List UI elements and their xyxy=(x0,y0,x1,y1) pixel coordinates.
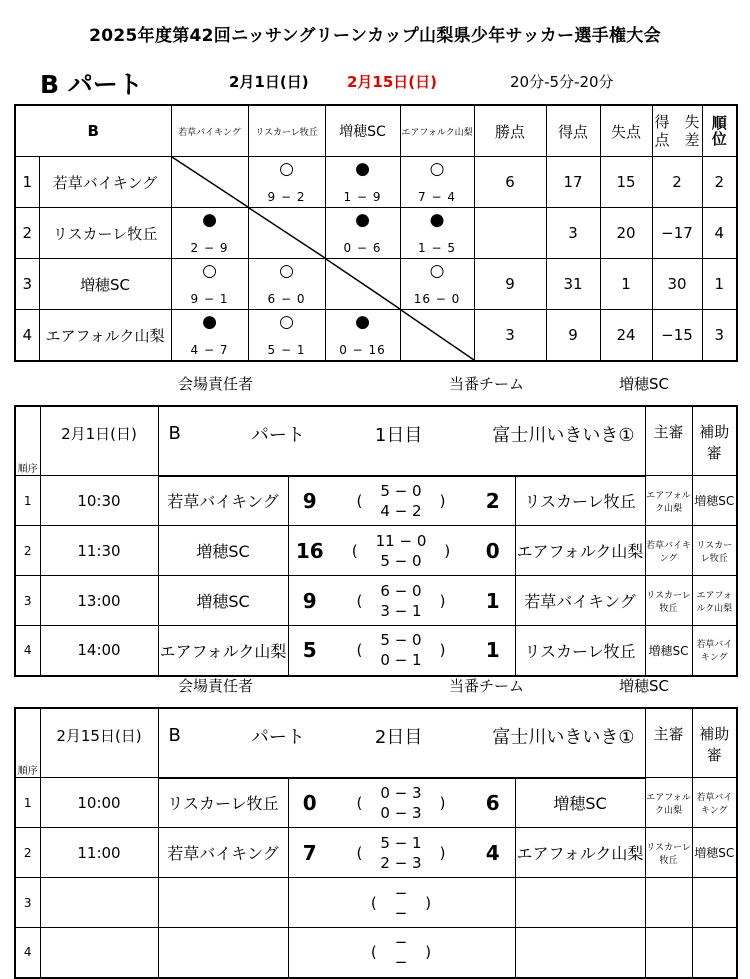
result-cell xyxy=(325,157,400,208)
home-team: 増穂SC xyxy=(158,526,288,576)
halves xyxy=(380,481,421,521)
match-row xyxy=(15,576,737,626)
second-half-score: 5 − 0 xyxy=(380,551,422,570)
stat-rank: 3 xyxy=(702,310,737,362)
col-team-2: リスカーレ牧丘 xyxy=(248,105,325,157)
day1-assistant-header: 補助審 xyxy=(692,406,737,476)
home-team: リスカーレ牧丘 xyxy=(158,778,288,828)
result-score: 4 − 7 xyxy=(190,343,229,357)
day2-part-word: パート xyxy=(250,726,305,748)
referee: エアフォルク山梨 xyxy=(645,778,692,828)
away-team: エアフォルク山梨 xyxy=(515,526,645,576)
standings-table xyxy=(14,104,742,362)
result-score: 2 − 9 xyxy=(190,241,229,255)
half-scores xyxy=(331,526,471,576)
half-scores xyxy=(331,576,471,626)
stat-gd: 30 xyxy=(652,259,702,310)
stat-pts xyxy=(474,208,546,259)
halves xyxy=(380,630,421,670)
stat-gf: 3 xyxy=(546,208,600,259)
day2-date: 2月15日(日) xyxy=(40,708,158,778)
duty-team-label-1: 当番チーム xyxy=(449,375,525,393)
close-paren: ) xyxy=(439,491,446,510)
home-score: 7 xyxy=(288,828,331,878)
result-cell xyxy=(248,310,325,362)
home-score: 9 xyxy=(288,476,331,526)
diagonal-line xyxy=(401,310,474,360)
stat-gf: 9 xyxy=(546,310,600,362)
assistant-referee: 増穂SC xyxy=(692,476,737,526)
day1-day: 1日目 xyxy=(374,424,423,446)
close-paren: ) xyxy=(439,843,446,862)
match-seq: 4 xyxy=(15,928,40,978)
diagonal-cell xyxy=(325,259,400,310)
win-mark-icon: ○ xyxy=(279,159,294,179)
stat-ga: 15 xyxy=(600,157,652,208)
away-score: 1 xyxy=(471,576,515,626)
result-cell xyxy=(171,259,248,310)
open-paren: ( xyxy=(356,591,363,610)
match-time: 11:30 xyxy=(40,526,158,576)
result-wrap xyxy=(401,157,474,207)
result-cell xyxy=(400,157,474,208)
close-paren: ) xyxy=(444,541,451,560)
half-scores-box xyxy=(331,783,471,823)
match-row xyxy=(15,928,737,978)
match-row xyxy=(15,878,737,928)
result-wrap xyxy=(326,208,400,258)
first-half-score: 0 − 3 xyxy=(380,783,422,802)
halves xyxy=(376,531,427,571)
result-score: 0 − 16 xyxy=(339,343,386,357)
stat-pts: 9 xyxy=(474,259,546,310)
assistant-referee: リスカーレ牧丘 xyxy=(692,526,737,576)
away-team: 増穂SC xyxy=(515,778,645,828)
diagonal-cell xyxy=(171,157,248,208)
result-cell xyxy=(171,208,248,259)
first-half-score: 5 − 1 xyxy=(380,833,422,852)
day1-part-word: パート xyxy=(250,424,305,446)
stat-gd: 2 xyxy=(652,157,702,208)
match-row xyxy=(15,778,737,828)
match-row xyxy=(15,828,737,878)
first-half-score: − xyxy=(394,883,408,902)
col-goals-against: 失点 xyxy=(600,105,652,157)
col-goal-diff-top: 得 失 xyxy=(654,113,700,131)
home-score: 16 xyxy=(288,526,331,576)
stat-pts: 6 xyxy=(474,157,546,208)
venue-manager-label-1: 会場責任者 xyxy=(178,375,254,393)
row-number: 4 xyxy=(15,310,39,362)
halves xyxy=(380,833,421,873)
col-goals-for: 得点 xyxy=(546,105,600,157)
referee xyxy=(645,928,692,978)
open-paren: ( xyxy=(356,491,363,510)
open-paren: ( xyxy=(356,641,363,660)
half-scores xyxy=(331,778,471,828)
away-score: 4 xyxy=(471,828,515,878)
team-name: エアフォルク山梨 xyxy=(39,310,171,362)
half-scores-box xyxy=(331,581,471,621)
open-paren: ( xyxy=(370,893,377,912)
match-row xyxy=(15,526,737,576)
loss-mark-icon: ● xyxy=(355,159,370,179)
page-title: 2025年度第42回ニッサングリーンカップ山梨県少年サッカー選手権大会 xyxy=(89,26,661,46)
result-wrap xyxy=(326,157,400,207)
stat-ga: 1 xyxy=(600,259,652,310)
team-name: 増穂SC xyxy=(39,259,171,310)
second-half-score: 3 − 1 xyxy=(380,601,422,620)
result-cell xyxy=(325,310,400,362)
away-score: 0 xyxy=(471,526,515,576)
stat-ga: 24 xyxy=(600,310,652,362)
match-row xyxy=(15,476,737,526)
assistant-referee: 若草バイキング xyxy=(692,778,737,828)
venue-manager-label-2: 会場責任者 xyxy=(178,677,254,695)
half-scores xyxy=(331,828,471,878)
diagonal-cell xyxy=(400,310,474,362)
first-half-score: 5 − 0 xyxy=(380,481,422,500)
close-paren: ) xyxy=(439,591,446,610)
assistant-referee: エアフォルク山梨 xyxy=(692,576,737,626)
result-cell xyxy=(325,208,400,259)
result-cell xyxy=(248,259,325,310)
day2-assistant-header: 補助審 xyxy=(692,708,737,778)
day2-schedule-table xyxy=(14,707,738,979)
result-cell xyxy=(400,208,474,259)
home-score: 9 xyxy=(288,576,331,626)
result-score: 9 − 1 xyxy=(190,292,229,306)
home-team: 増穂SC xyxy=(158,576,288,626)
match-time: 13:00 xyxy=(40,576,158,626)
seq-header: 順序 xyxy=(15,406,40,476)
first-half-score: 11 − 0 xyxy=(375,531,427,550)
open-paren: ( xyxy=(356,793,363,812)
result-cell xyxy=(248,157,325,208)
stat-gd: −17 xyxy=(652,208,702,259)
half-scores-box xyxy=(331,883,471,923)
date-day2: 2月15日(日) xyxy=(347,73,438,91)
result-wrap xyxy=(326,310,400,360)
stat-rank: 4 xyxy=(702,208,737,259)
result-wrap xyxy=(249,157,325,207)
day1-referee-header: 主審 xyxy=(645,406,692,476)
stat-rank: 2 xyxy=(702,157,737,208)
day1-venue: 富士川いきいき① xyxy=(492,424,635,446)
home-team: 若草バイキング xyxy=(158,476,288,526)
half-scores-box xyxy=(331,531,471,571)
match-seq: 1 xyxy=(15,778,40,828)
standings-row xyxy=(15,208,737,259)
close-paren: ) xyxy=(439,793,446,812)
result-score: 16 − 0 xyxy=(413,292,461,306)
home-team xyxy=(158,878,288,928)
assistant-referee: 増穂SC xyxy=(692,828,737,878)
diagonal-line xyxy=(326,259,400,309)
result-score: 7 − 4 xyxy=(418,190,456,204)
match-row xyxy=(15,626,737,676)
result-wrap xyxy=(249,259,325,309)
win-mark-icon: ○ xyxy=(429,159,445,179)
result-wrap xyxy=(249,310,325,360)
second-half-score: 0 − 1 xyxy=(380,651,422,670)
stat-gf: 31 xyxy=(546,259,600,310)
result-score: 5 − 1 xyxy=(267,343,306,357)
first-half-score: 5 − 0 xyxy=(380,631,422,650)
duty-team-value-2: 増穂SC xyxy=(619,677,669,695)
halves xyxy=(395,932,408,972)
duty-team-label-2: 当番チーム xyxy=(449,677,525,695)
day2-venue: 富士川いきいき① xyxy=(492,726,635,748)
diagonal-line xyxy=(249,208,325,258)
away-score: 2 xyxy=(471,476,515,526)
match-time xyxy=(40,928,158,978)
result-wrap xyxy=(172,259,248,309)
stat-rank: 1 xyxy=(702,259,737,310)
second-half-score: 0 − 3 xyxy=(380,803,422,822)
stat-gf: 17 xyxy=(546,157,600,208)
col-rank: 順 位 xyxy=(702,105,737,157)
loss-mark-icon: ● xyxy=(355,210,370,230)
col-goal-diff-bottom: 点 差 xyxy=(654,131,700,149)
result-wrap xyxy=(401,259,474,309)
day1-part-b: B xyxy=(168,423,181,445)
away-score xyxy=(471,928,515,978)
win-mark-icon: ○ xyxy=(279,312,294,332)
loss-mark-icon: ● xyxy=(429,210,445,230)
halves xyxy=(395,883,408,923)
close-paren: ) xyxy=(439,641,446,660)
assistant-referee xyxy=(692,928,737,978)
loss-mark-icon: ● xyxy=(202,210,217,230)
day2-header xyxy=(158,708,645,778)
second-half-score: − xyxy=(394,903,408,922)
assistant-referee xyxy=(692,878,737,928)
team-name: 若草バイキング xyxy=(39,157,171,208)
date-day1: 2月1日(日) xyxy=(229,73,309,91)
col-goal-diff xyxy=(652,105,702,157)
open-paren: ( xyxy=(356,843,363,862)
match-time xyxy=(40,878,158,928)
result-wrap xyxy=(172,208,248,258)
col-team-3: 増穂SC xyxy=(325,105,400,157)
loss-mark-icon: ● xyxy=(202,312,217,332)
day2-part-b: B xyxy=(168,725,181,747)
halves xyxy=(380,581,421,621)
duty-team-value-1: 増穂SC xyxy=(619,375,669,393)
col-team-4: エアフォルク山梨 xyxy=(400,105,474,157)
half-scores-box xyxy=(331,833,471,873)
match-seq: 3 xyxy=(15,878,40,928)
away-team: リスカーレ牧丘 xyxy=(515,626,645,676)
assistant-referee: 若草バイキング xyxy=(692,626,737,676)
close-paren: ) xyxy=(425,943,432,962)
home-score xyxy=(288,878,331,928)
row-number: 1 xyxy=(15,157,39,208)
day2-day: 2日目 xyxy=(374,726,423,748)
second-half-score: 4 − 2 xyxy=(380,501,422,520)
away-score: 6 xyxy=(471,778,515,828)
result-score: 0 − 6 xyxy=(343,241,382,255)
open-paren: ( xyxy=(370,943,377,962)
match-format: 20分-5分-20分 xyxy=(510,73,614,91)
match-seq: 1 xyxy=(15,476,40,526)
referee: リスカーレ牧丘 xyxy=(645,828,692,878)
away-score xyxy=(471,878,515,928)
half-scores xyxy=(331,878,471,928)
close-paren: ) xyxy=(425,893,432,912)
home-score xyxy=(288,928,331,978)
result-score: 1 − 9 xyxy=(343,190,382,204)
home-score: 5 xyxy=(288,626,331,676)
open-paren: ( xyxy=(351,541,358,560)
match-time: 11:00 xyxy=(40,828,158,878)
diagonal-cell xyxy=(248,208,325,259)
referee xyxy=(645,878,692,928)
away-team xyxy=(515,878,645,928)
row-number: 3 xyxy=(15,259,39,310)
match-seq: 3 xyxy=(15,576,40,626)
win-mark-icon: ○ xyxy=(429,261,445,281)
day1-header xyxy=(158,406,645,476)
away-team xyxy=(515,928,645,978)
part-label: B パート xyxy=(40,70,143,99)
home-score: 0 xyxy=(288,778,331,828)
stat-ga: 20 xyxy=(600,208,652,259)
half-scores-box xyxy=(331,481,471,521)
home-team xyxy=(158,928,288,978)
match-time: 10:00 xyxy=(40,778,158,828)
col-win-points: 勝点 xyxy=(474,105,546,157)
result-wrap xyxy=(401,208,474,258)
referee: エアフォルク山梨 xyxy=(645,476,692,526)
halves xyxy=(380,783,421,823)
col-team-1: 若草バイキング xyxy=(171,105,248,157)
result-cell xyxy=(171,310,248,362)
half-scores-box xyxy=(331,630,471,670)
loss-mark-icon: ● xyxy=(355,312,370,332)
referee: 若草バイキング xyxy=(645,526,692,576)
away-team: 若草バイキング xyxy=(515,576,645,626)
result-cell xyxy=(400,259,474,310)
referee: リスカーレ牧丘 xyxy=(645,576,692,626)
first-half-score: 6 − 0 xyxy=(380,581,422,600)
result-score: 9 − 2 xyxy=(267,190,306,204)
match-seq: 2 xyxy=(15,526,40,576)
half-scores-box xyxy=(331,932,471,972)
standings-row xyxy=(15,157,737,208)
match-time: 14:00 xyxy=(40,626,158,676)
diagonal-line xyxy=(172,157,248,207)
day1-schedule-table xyxy=(14,405,738,677)
half-scores xyxy=(331,928,471,978)
second-half-score: − xyxy=(394,953,408,972)
match-seq: 4 xyxy=(15,626,40,676)
result-score: 1 − 5 xyxy=(418,241,456,255)
standings-row xyxy=(15,259,737,310)
standings-row xyxy=(15,310,737,362)
first-half-score: − xyxy=(394,933,408,952)
team-name: リスカーレ牧丘 xyxy=(39,208,171,259)
seq-header-2: 順序 xyxy=(15,708,40,778)
standings-corner: B xyxy=(15,105,171,157)
day1-date: 2月1日(日) xyxy=(40,406,158,476)
half-scores xyxy=(331,476,471,526)
day2-referee-header: 主審 xyxy=(645,708,692,778)
home-team: 若草バイキング xyxy=(158,828,288,878)
match-seq: 2 xyxy=(15,828,40,878)
half-scores xyxy=(331,626,471,676)
result-score: 6 − 0 xyxy=(267,292,306,306)
second-half-score: 2 − 3 xyxy=(380,853,422,872)
result-wrap xyxy=(172,310,248,360)
away-team: エアフォルク山梨 xyxy=(515,828,645,878)
win-mark-icon: ○ xyxy=(202,261,217,281)
referee: 増穂SC xyxy=(645,626,692,676)
stat-gd: −15 xyxy=(652,310,702,362)
win-mark-icon: ○ xyxy=(279,261,294,281)
away-score: 1 xyxy=(471,626,515,676)
away-team: リスカーレ牧丘 xyxy=(515,476,645,526)
home-team: エアフォルク山梨 xyxy=(158,626,288,676)
match-time: 10:30 xyxy=(40,476,158,526)
stat-pts: 3 xyxy=(474,310,546,362)
row-number: 2 xyxy=(15,208,39,259)
